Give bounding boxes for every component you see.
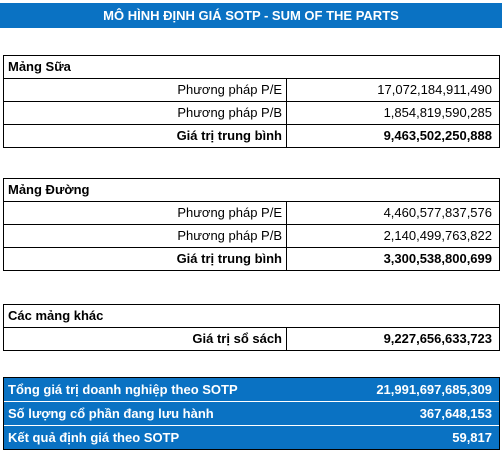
row-label: Giá trị trung bình bbox=[4, 248, 287, 270]
row-value: 4,460,577,837,576 bbox=[383, 205, 492, 220]
section-heading: Mảng Đường bbox=[4, 179, 499, 202]
table-row-average bbox=[4, 248, 499, 270]
row-label: Phương pháp P/E bbox=[4, 202, 287, 224]
row-value: 9,227,656,633,723 bbox=[383, 331, 492, 346]
section-sugar bbox=[3, 178, 500, 271]
summary-label: Kết quả định giá theo SOTP bbox=[8, 430, 180, 445]
section-milk bbox=[3, 55, 500, 148]
table-row-book-value bbox=[4, 328, 499, 350]
row-value: 9,463,502,250,888 bbox=[383, 128, 492, 143]
summary-value: 21,991,697,685,309 bbox=[376, 382, 492, 397]
page-title-text: MÔ HÌNH ĐỊNH GIÁ SOTP - SUM OF THE PARTS bbox=[103, 8, 399, 23]
row-value: 3,300,538,800,699 bbox=[383, 251, 492, 266]
summary-table bbox=[3, 377, 500, 450]
section-other bbox=[3, 304, 500, 351]
page-title bbox=[0, 3, 502, 28]
summary-label: Tổng giá trị doanh nghiệp theo SOTP bbox=[8, 382, 238, 397]
row-value: 17,072,184,911,490 bbox=[377, 82, 492, 97]
row-label: Giá trị sổ sách bbox=[4, 328, 287, 350]
table-row bbox=[4, 202, 499, 225]
row-value: 2,140,499,763,822 bbox=[383, 228, 492, 243]
summary-row bbox=[4, 426, 499, 449]
summary-label: Số lượng cổ phần đang lưu hành bbox=[8, 406, 214, 421]
table-row bbox=[4, 225, 499, 248]
row-label: Phương pháp P/E bbox=[4, 79, 287, 101]
summary-value: 367,648,153 bbox=[419, 406, 492, 421]
section-heading: Các mảng khác bbox=[4, 305, 499, 328]
row-value: 1,854,819,590,285 bbox=[383, 105, 492, 120]
row-label: Phương pháp P/B bbox=[4, 225, 287, 247]
row-label: Phương pháp P/B bbox=[4, 102, 287, 124]
summary-row bbox=[4, 402, 499, 426]
table-row bbox=[4, 102, 499, 125]
summary-row bbox=[4, 378, 499, 402]
section-heading: Mảng Sữa bbox=[4, 56, 499, 79]
table-row bbox=[4, 79, 499, 102]
row-label: Giá trị trung bình bbox=[4, 125, 287, 147]
table-row-average bbox=[4, 125, 499, 147]
summary-value: 59,817 bbox=[452, 430, 492, 445]
